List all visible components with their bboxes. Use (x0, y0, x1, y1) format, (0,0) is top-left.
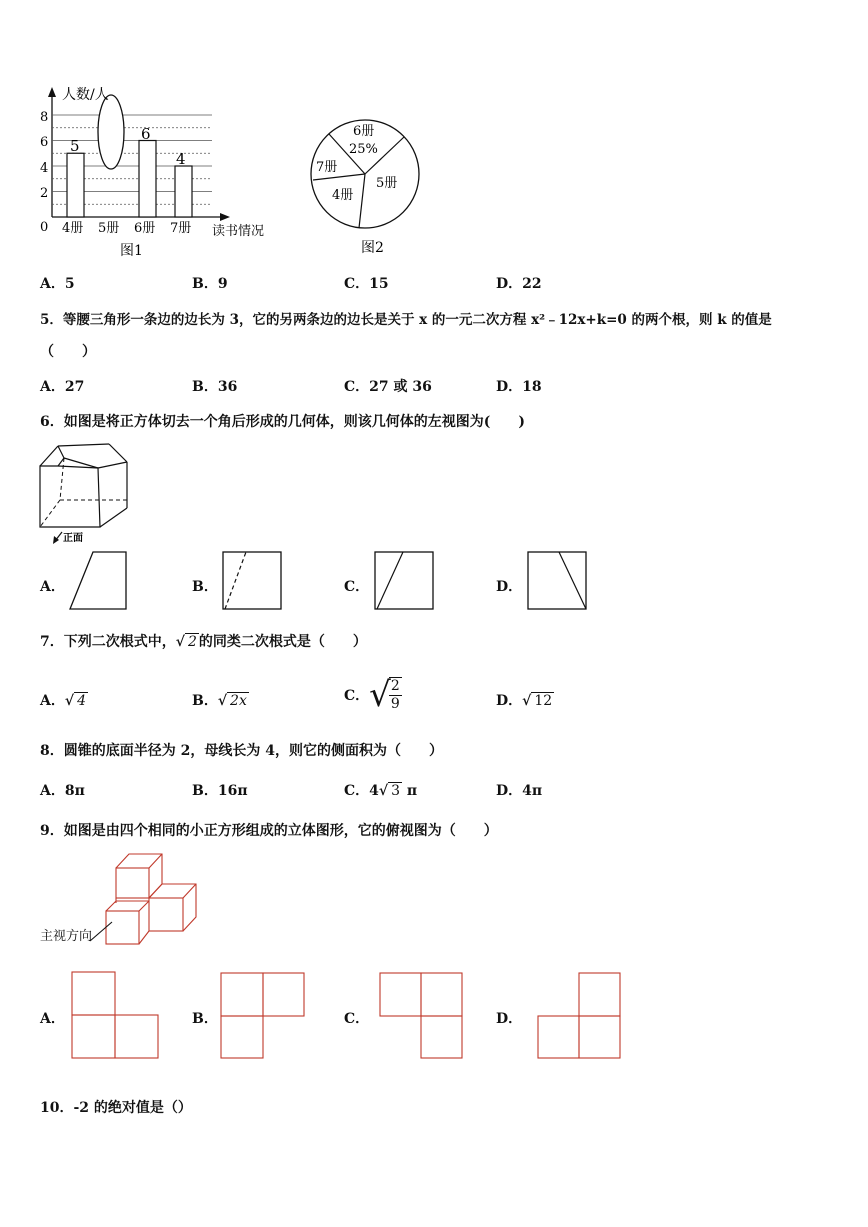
bar-4册 (67, 153, 84, 217)
q5-option-c[interactable]: C．27 或 36 (344, 379, 432, 395)
q6-stem: 6．如图是将正方体切去一个角后形成的几何体，则该几何体的左视图为( ) (40, 414, 525, 430)
q6-option-b[interactable]: B． (192, 579, 218, 595)
q9-option-c-figure[interactable] (378, 970, 468, 1060)
q6-option-a[interactable]: A． (40, 579, 65, 595)
cut-cube-figure (36, 440, 136, 546)
q4-option-d[interactable]: D．22 (496, 276, 542, 292)
bar-chart-figure (30, 85, 280, 260)
q7-option-d[interactable]: D．√ 12 (496, 693, 553, 709)
bar-label-7ce: 4 (176, 150, 186, 168)
q6-option-a-figure[interactable] (66, 550, 130, 612)
q8-option-a[interactable]: A．8π (40, 783, 85, 799)
x-tick-4ce: 4册 (62, 221, 84, 236)
q7-stem-sqrt: √ 2 (175, 634, 197, 650)
q6-option-d-figure[interactable] (525, 550, 589, 612)
q4-option-a[interactable]: A．5 (40, 276, 75, 292)
q4-option-c[interactable]: C．15 (344, 276, 389, 292)
y-tick-0: 0 (40, 220, 49, 235)
x-tick-6ce: 6册 (134, 221, 156, 236)
bar-label-4ce: 5 (70, 137, 80, 155)
y-tick-8: 8 (40, 110, 49, 125)
q10-stem: 10．-2 的绝对值是（） (40, 1100, 192, 1116)
bar-7册 (175, 166, 192, 217)
pie-chart-figure (300, 110, 430, 260)
x-axis-arrow (220, 213, 230, 221)
figure1-caption: 图1 (120, 243, 143, 259)
q6-option-b-figure[interactable] (220, 550, 284, 612)
y-axis-label: 人数/人 (62, 87, 109, 103)
x-tick-5ce: 5册 (98, 221, 120, 236)
q9-option-a-figure[interactable] (68, 970, 162, 1060)
x-axis-label: 读书情况 (212, 224, 265, 239)
q5-option-d[interactable]: D．18 (496, 379, 542, 395)
q9-option-b[interactable]: B． (192, 1011, 218, 1027)
figure2-caption: 图2 (361, 240, 384, 256)
q8-option-d[interactable]: D．4π (496, 783, 543, 799)
q9-option-d[interactable]: D． (496, 1011, 523, 1027)
pie-label-25pct: 25% (349, 142, 378, 157)
q6-option-c[interactable]: C． (344, 579, 370, 595)
y-tick-2: 2 (40, 186, 49, 201)
q9-stem: 9．如图是由四个相同的小正方形组成的立体图形，它的俯视图为（ ） (40, 823, 498, 839)
y-tick-6: 6 (40, 135, 49, 150)
q6-option-d[interactable]: D． (496, 579, 523, 595)
q5-stem: 5．等腰三角形一条边的边长为 3，它的另两条边的边长是关于 x 的一元二次方程 x²﹣12x+k=0 的两个根，则 k 的值是 (40, 312, 772, 328)
q7-option-c[interactable]: C．√ $\frac{2}{9}$ (344, 675, 400, 715)
pie-label-7ce: 7册 (316, 160, 338, 175)
q6-option-c-figure[interactable] (372, 550, 436, 612)
view-direction-label: 主视方向 (40, 929, 93, 944)
q7-option-b[interactable]: B．√ 2x (192, 693, 247, 709)
q7-stem: 7．下列二次根式中，√ 2 的同类二次根式是（ ） (40, 634, 367, 650)
q7-option-a[interactable]: A．√ 4 (40, 693, 86, 709)
pie-label-5ce: 5册 (376, 176, 398, 191)
pie-label-4ce: 4册 (332, 188, 354, 203)
bar-label-6ce: 6 (141, 125, 151, 143)
bar-6册 (139, 141, 156, 218)
y-axis-arrow (48, 87, 56, 97)
q5-option-b[interactable]: B．36 (192, 379, 238, 395)
q8-stem: 8．圆锥的底面半径为 2，母线长为 4，则它的侧面积为（ ） (40, 743, 443, 759)
q9-option-b-figure[interactable] (218, 970, 308, 1060)
q8-option-b[interactable]: B．16π (192, 783, 248, 799)
q5-option-a[interactable]: A．27 (40, 379, 85, 395)
q9-option-a[interactable]: A． (40, 1011, 65, 1027)
pie-label-6ce: 6册 (353, 124, 375, 139)
q9-option-c[interactable]: C． (344, 1011, 370, 1027)
q5-blank: （ ） (40, 344, 96, 360)
q4-option-b[interactable]: B．9 (192, 276, 228, 292)
y-tick-4: 4 (40, 161, 49, 176)
front-label: 正面 (63, 533, 83, 544)
x-tick-7ce: 7册 (170, 221, 192, 236)
unknown-bar-ellipse (98, 95, 124, 169)
q9-option-d-figure[interactable] (536, 970, 626, 1060)
q8-option-c[interactable]: C．4√ 3 π (344, 783, 418, 799)
